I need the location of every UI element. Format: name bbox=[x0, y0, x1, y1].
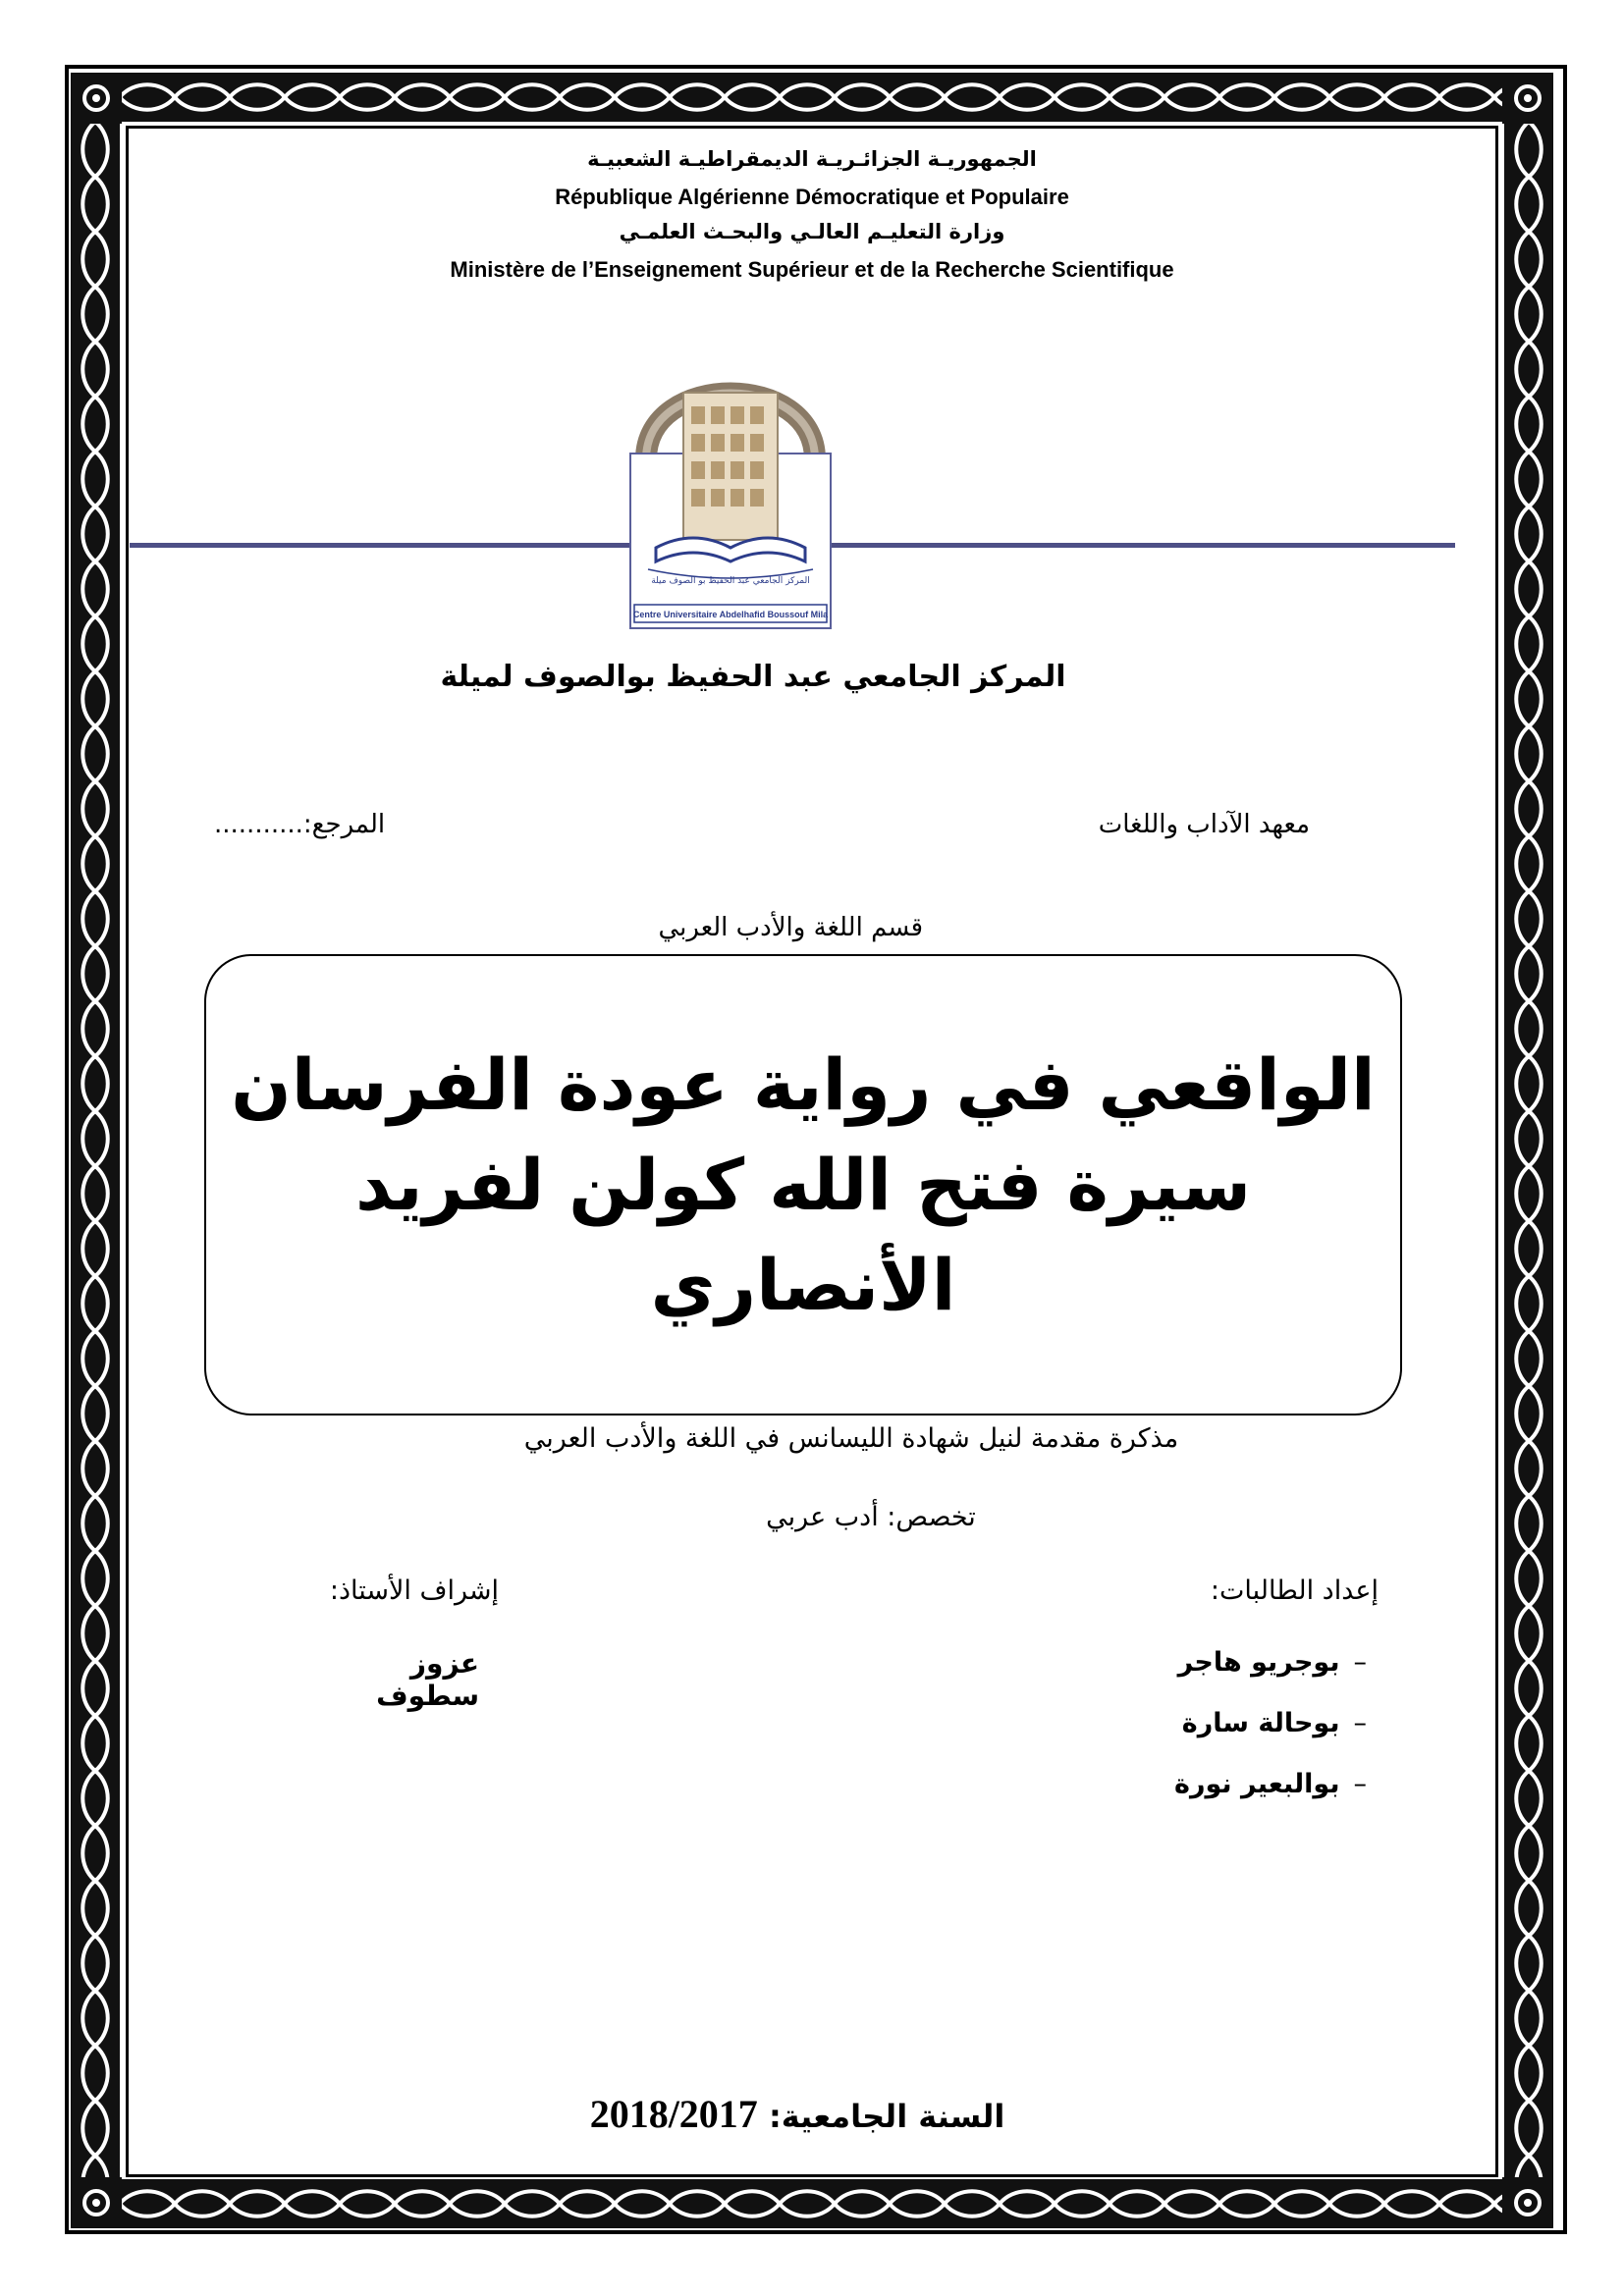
border-pattern-right bbox=[1504, 122, 1553, 2179]
border-pattern-bottom bbox=[120, 2179, 1504, 2228]
academic-year bbox=[126, 2091, 1498, 2137]
university-name: المركز الجامعي عبد الحفيظ بوالصوف لميلة bbox=[440, 660, 1066, 694]
student-item: –بوحالة سارة bbox=[1181, 1708, 1367, 1738]
ministry-arabic: وزارة التعليـم العالـي والبحـث العلمـي bbox=[619, 220, 1005, 243]
border-band-bottom bbox=[120, 2179, 1504, 2228]
thesis-title-line-3: الأنصاري bbox=[650, 1244, 956, 1327]
border-band-left bbox=[71, 122, 120, 2179]
corner-ornament-bottom-left bbox=[71, 2177, 122, 2228]
university-logo-graphic bbox=[626, 351, 835, 630]
student-item: –بوالبعير نورة bbox=[1174, 1769, 1367, 1799]
reference-field: المرجع:........... bbox=[214, 810, 386, 839]
student-name: بوالبعير نورة bbox=[1174, 1769, 1340, 1799]
students-list bbox=[1174, 1647, 1367, 1830]
corner-ornament-bottom-right bbox=[1502, 2177, 1553, 2228]
logo-arabic-text: المركز الجامعي عبد الحفيظ بو الصوف ميلة bbox=[651, 576, 810, 586]
prepared-by-label: إعداد الطالبات: bbox=[1210, 1575, 1379, 1606]
specialty: تخصص: أدب عربي bbox=[766, 1502, 976, 1532]
border-band-right bbox=[1504, 122, 1553, 2179]
memo-description: مذكرة مقدمة لنيل شهادة الليسانس في اللغة والأدب العربي bbox=[523, 1423, 1179, 1454]
border-band-top bbox=[120, 73, 1504, 122]
student-name: بوجريو هاجر bbox=[1177, 1647, 1340, 1678]
supervisor-name: عزوز سطوف bbox=[376, 1647, 479, 1712]
logo-caption: Centre Universitaire Abdelhafid Boussouf Mila bbox=[632, 610, 829, 619]
thesis-title-line-2: سيرة فتح الله كولن لفريد bbox=[354, 1143, 1252, 1226]
thesis-title-line-1: الواقعي في رواية عودة الفرسان bbox=[231, 1042, 1376, 1126]
ministry-french: Ministère de l’Enseignement Supérieur et de la Recherche Scientifique bbox=[450, 257, 1174, 282]
corner-ornament-top-right bbox=[1502, 73, 1553, 124]
academic-year-value: 2018/2017 bbox=[589, 2092, 758, 2136]
border-pattern-left bbox=[71, 122, 120, 2179]
corner-ornament-top-left bbox=[71, 73, 122, 124]
republic-french: République Algérienne Démocratique et Populaire bbox=[555, 185, 1069, 209]
border-pattern-top bbox=[120, 73, 1504, 122]
republic-arabic: الجمهوريـة الجزائـريـة الديمقراطيـة الشعبيـة bbox=[587, 147, 1037, 171]
student-name: بوحالة سارة bbox=[1181, 1708, 1340, 1738]
student-item: –بوجريو هاجر bbox=[1177, 1647, 1367, 1678]
academic-year-label: السنة الجامعية: bbox=[768, 2098, 1005, 2135]
institute-name: معهد الآداب واللغات bbox=[1098, 810, 1310, 839]
university-logo bbox=[626, 351, 835, 630]
supervisor-label: إشراف الأستاذ: bbox=[329, 1575, 499, 1606]
thesis-title-box bbox=[204, 954, 1402, 1415]
department-name: قسم اللغة والأدب العربي bbox=[658, 913, 923, 942]
